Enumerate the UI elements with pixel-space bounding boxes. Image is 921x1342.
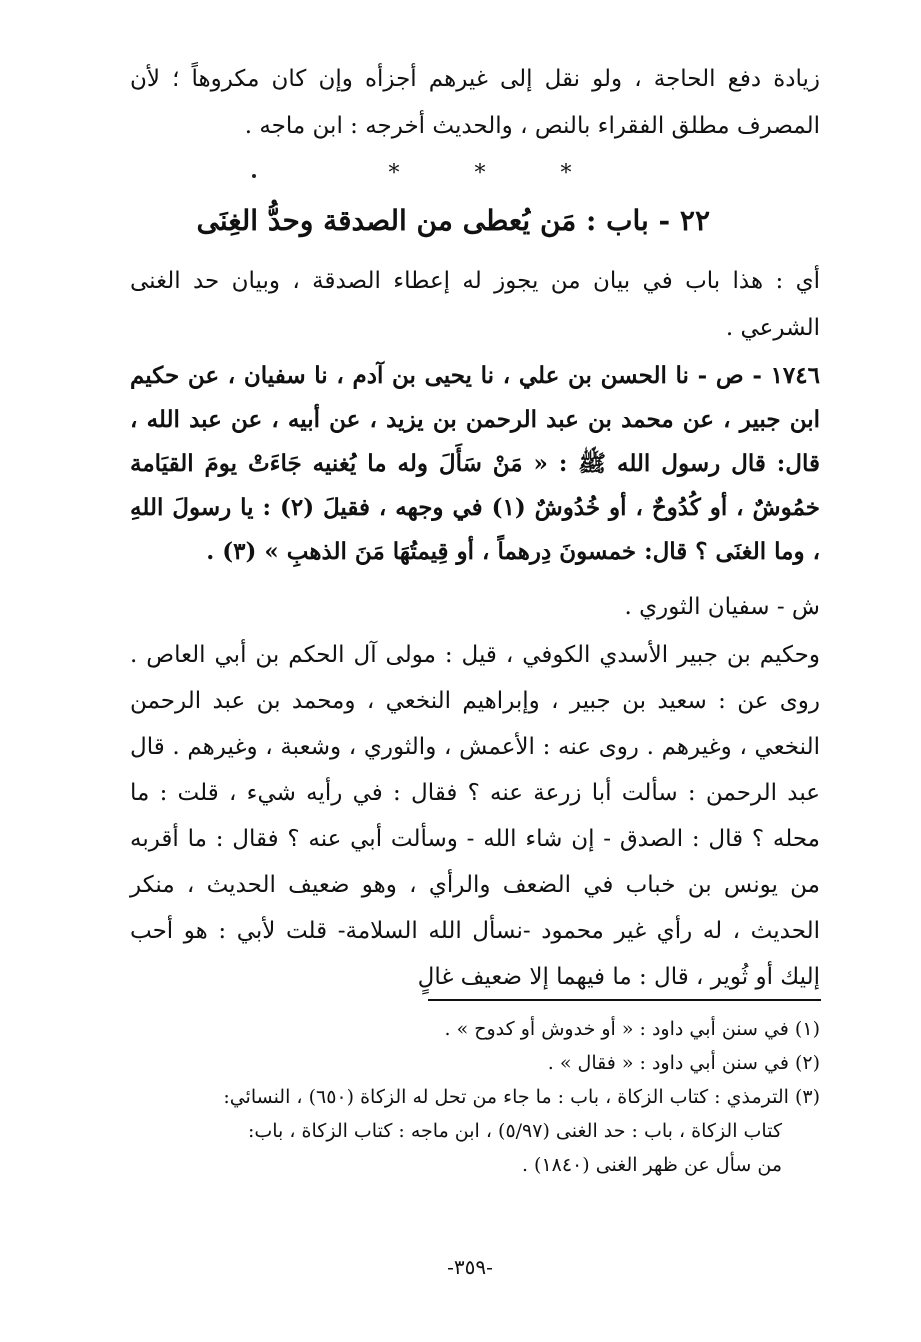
footnote-1: (١) في سنن أبي داود : « أو خدوش أو كدوح » . <box>444 1018 820 1040</box>
continuation-paragraph: زيادة دفع الحاجة ، ولو نقل إلى غيرهم أجزأه وإن كان مكروهاً ؛ لأن المصرف مطلق الفقراء بالنص ، والحديث أخرجه : ابن ماجه . <box>130 66 820 139</box>
footnote-3: (٣) الترمذي : كتاب الزكاة ، باب : ما جاء من تحل له الزكاة (٦٥٠) ، النسائي: <box>223 1086 820 1108</box>
ink-dot <box>252 174 256 178</box>
hadith-text: ١٧٤٦ - ص - نا الحسن بن علي ، نا يحيى بن آدم ، نا سفيان ، عن حكيم ابن جبير ، عن محمد بن عبد الرحمن بن يزيد ، عن أبيه ، عن عبد الله ، قال: قال رسول الله ﷺ : « مَنْ سَأَلَ وله ما يُغنيه جَاءَتْ يومَ القيَامة خمُوشٌ ، أو كُدُوحٌ ، أو خُدُوشٌ (١) في وجهه ، فقيلَ (٢) : يا رسولَ اللهِ ، وما الغنَى ؟ قال: خمسونَ دِرهماً ، أو قِيمتُهَا مَنَ الذهبِ » (٣) . <box>130 362 820 565</box>
footnotes <box>140 1012 820 1182</box>
separator-star: * <box>474 161 486 186</box>
footnote-3-line-2: كتاب الزكاة ، باب : حد الغنى (٥/٩٧) ، ابن ماجه : كتاب الزكاة ، باب: <box>247 1120 782 1142</box>
chapter-heading: ٢٢ - باب : مَن يُعطى من الصدقة وحدُّ الغِنَى <box>196 204 710 237</box>
section-separator <box>380 160 580 188</box>
footnote-3-line-3: من سأل عن ظهر الغنى (١٨٤٠) . <box>521 1154 782 1176</box>
footnote-divider <box>428 999 821 1001</box>
footnote-2: (٢) في سنن أبي داود : « فقال » . <box>547 1052 820 1074</box>
page-number: -٣٥٩- <box>447 1255 493 1279</box>
separator-star: * <box>560 161 572 186</box>
sharh-intro: ش - سفيان الثوري . <box>624 594 820 620</box>
sharh-paragraph: وحكيم بن جبير الأسدي الكوفي ، قيل : مولى آل الحكم بن أبي العاص . روى عن : سعيد بن جبير ، وإبراهيم النخعي ، ومحمد بن عبد الرحمن النخعي ، وغيرهم . روى عنه : الأعمش ، والثوري ، وشعبة ، وغيرهم . قال عبد الرحمن : سألت أبا زرعة عنه ؟ فقال : في رأيه شيء ، قلت : ما محله ؟ قال : الصدق - إن شاء الله - وسألت أبي عنه ؟ فقال : ما أقربه من يونس بن خباب في الضعف والرأي ، وهو ضعيف الحديث ، منكر الحديث ، له رأي غير محمود -نسأل الله السلامة- قلت لأبي : هو أحب إليك أو ثُوير ، قال : ما فيهما إلا ضعيف غالٍ <box>130 642 820 990</box>
separator-star: * <box>388 161 400 186</box>
chapter-explanation: أي : هذا باب في بيان من يجوز له إعطاء الصدقة ، وبيان حد الغنى الشرعي . <box>130 268 820 341</box>
